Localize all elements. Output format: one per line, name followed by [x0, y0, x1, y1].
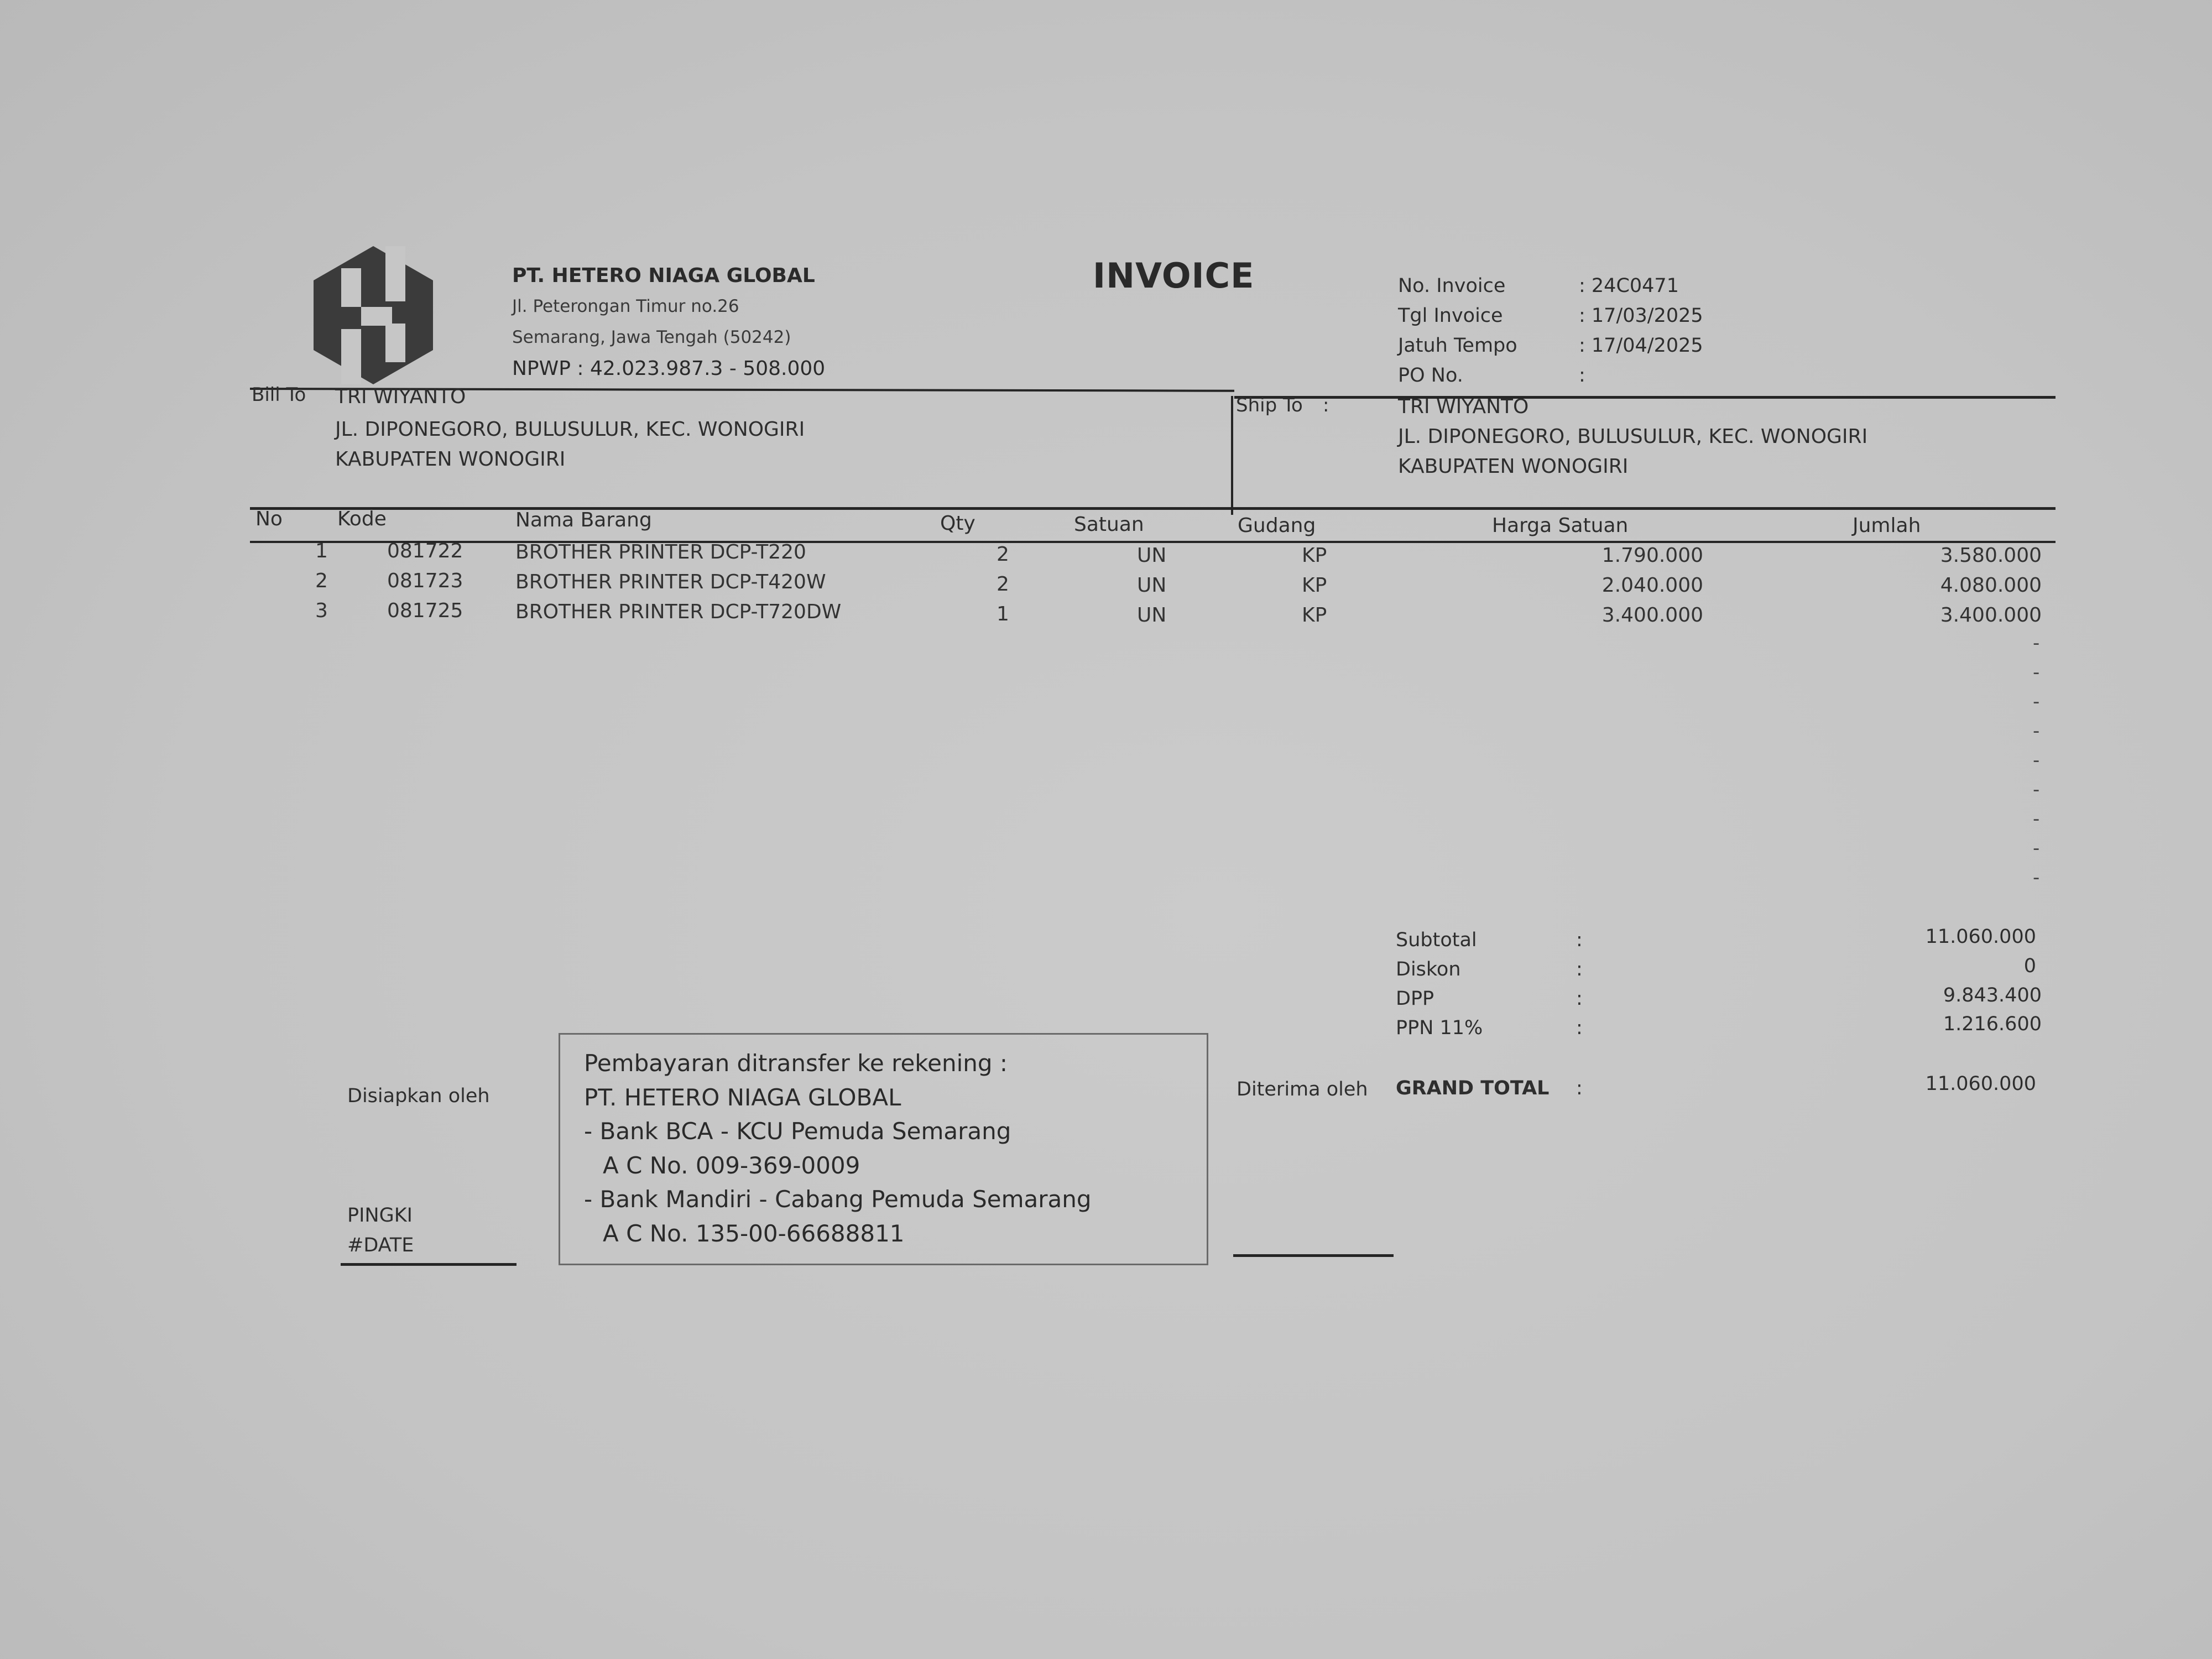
empty-row-mark: -: [2033, 837, 2040, 859]
grand-total-label: GRAND TOTAL: [1396, 1077, 1550, 1099]
table-row-3-nama: BROTHER PRINTER DCP-T720DW: [515, 601, 842, 623]
table-row-3-gudang: KP: [1302, 604, 1327, 627]
table-row-3-satuan: UN: [1137, 604, 1167, 627]
company-logo-icon: [307, 246, 440, 384]
company-address-1: Jl. Peterongan Timur no.26: [512, 296, 739, 316]
subtotal-label: Subtotal: [1396, 929, 1477, 951]
table-row-1-nama: BROTHER PRINTER DCP-T220: [515, 541, 806, 564]
table-row-3-qty: 1: [997, 603, 1009, 625]
payment-line-1: Pembayaran ditransfer ke rekening :: [584, 1050, 1008, 1077]
dpp-value: 9.843.400: [1943, 984, 2042, 1006]
prepared-by-label: Disiapkan oleh: [347, 1085, 490, 1107]
empty-row-mark: -: [2033, 808, 2040, 830]
table-row-1-kode: 081722: [387, 540, 463, 562]
empty-row-mark: -: [2033, 691, 2040, 713]
th-satuan: Satuan: [1074, 513, 1144, 536]
bill-ship-divider: [1231, 396, 1233, 515]
payment-line-3: - Bank BCA - KCU Pemuda Semarang: [584, 1118, 1011, 1145]
ship-to-line1: JL. DIPONEGORO, BULUSULUR, KEC. WONOGIRI: [1398, 425, 1868, 448]
th-harga-satuan: Harga Satuan: [1492, 514, 1629, 537]
document-title: INVOICE: [1093, 255, 1255, 296]
ppn-label: PPN 11%: [1396, 1017, 1483, 1039]
meta-label-po-no: PO No.: [1398, 364, 1463, 387]
dpp-colon: :: [1576, 988, 1583, 1010]
table-row-2-satuan: UN: [1137, 574, 1167, 597]
table-row-1-no: 1: [315, 540, 328, 562]
table-row-3-kode: 081725: [387, 599, 463, 622]
table-row-3-harga: 3.400.000: [1601, 604, 1703, 627]
bill-to-line1: JL. DIPONEGORO, BULUSULUR, KEC. WONOGIRI: [335, 418, 805, 441]
diskon-label: Diskon: [1396, 958, 1461, 980]
received-signature-line: [1233, 1254, 1394, 1257]
subtotal-colon: :: [1576, 929, 1583, 951]
table-row-3-no: 3: [315, 599, 328, 622]
th-nama-barang: Nama Barang: [515, 509, 652, 531]
company-npwp: NPWP : 42.023.987.3 - 508.000: [512, 357, 826, 380]
prepared-date: #DATE: [347, 1234, 414, 1256]
company-address-2: Semarang, Jawa Tengah (50242): [512, 327, 791, 347]
payment-line-2: PT. HETERO NIAGA GLOBAL: [584, 1084, 901, 1111]
table-row-1-jumlah: 3.580.000: [1940, 544, 2042, 567]
diskon-value: 0: [2023, 955, 2036, 977]
meta-value-invoice-date: : 17/03/2025: [1579, 305, 1703, 327]
header-rule-right: [1234, 396, 2056, 399]
table-row-1-harga: 1.790.000: [1601, 544, 1703, 567]
dpp-label: DPP: [1396, 988, 1434, 1010]
meta-value-due-date: : 17/04/2025: [1579, 335, 1703, 357]
th-jumlah: Jumlah: [1853, 514, 1921, 537]
meta-label-due-date: Jatuh Tempo: [1398, 335, 1517, 357]
bill-to-label: Bill To: [252, 384, 306, 406]
table-row-2-qty: 2: [997, 573, 1009, 596]
empty-row-mark: -: [2033, 867, 2040, 889]
table-row-2-nama: BROTHER PRINTER DCP-T420W: [515, 571, 826, 593]
table-row-1-qty: 2: [997, 543, 1009, 566]
prepared-by-name: PINGKI: [347, 1204, 413, 1227]
meta-label-invoice-date: Tgl Invoice: [1398, 305, 1503, 327]
table-row-3-jumlah: 3.400.000: [1940, 604, 2042, 627]
empty-row-mark: -: [2033, 661, 2040, 684]
payment-line-6: A C No. 135-00-66688811: [603, 1220, 905, 1247]
prepared-signature-line: [341, 1263, 517, 1266]
table-row-2-kode: 081723: [387, 570, 463, 592]
payment-line-4: A C No. 009-369-0009: [603, 1152, 860, 1179]
table-row-2-gudang: KP: [1302, 574, 1327, 597]
meta-label-invoice-no: No. Invoice: [1398, 275, 1506, 297]
table-row-1-satuan: UN: [1137, 544, 1167, 567]
th-qty: Qty: [940, 512, 975, 535]
empty-row-mark: -: [2033, 720, 2040, 742]
ship-to-line2: KABUPATEN WONOGIRI: [1398, 455, 1629, 478]
grand-total-colon: :: [1576, 1077, 1583, 1099]
th-gudang: Gudang: [1238, 514, 1316, 537]
grand-total-value: 11.060.000: [1925, 1073, 2036, 1095]
ppn-colon: :: [1576, 1017, 1583, 1039]
empty-row-mark: -: [2033, 779, 2040, 801]
meta-value-invoice-no: : 24C0471: [1579, 275, 1679, 297]
table-row-2-harga: 2.040.000: [1601, 574, 1703, 597]
bill-to-name: TRI WIYANTO: [335, 385, 466, 408]
table-row-2-no: 2: [315, 570, 328, 592]
empty-row-mark: -: [2033, 749, 2040, 771]
empty-row-mark: -: [2033, 632, 2040, 654]
ship-to-label: Ship To: [1236, 394, 1303, 416]
meta-value-po-no: :: [1579, 364, 1585, 387]
table-row-2-jumlah: 4.080.000: [1940, 574, 2042, 597]
ship-to-colon: :: [1323, 394, 1329, 416]
subtotal-value: 11.060.000: [1925, 926, 2036, 948]
ship-to-name: TRI WIYANTO: [1398, 395, 1529, 418]
received-by-label: Diterima oleh: [1237, 1078, 1368, 1100]
diskon-colon: :: [1576, 958, 1583, 980]
ppn-value: 1.216.600: [1943, 1013, 2042, 1035]
company-name: PT. HETERO NIAGA GLOBAL: [512, 264, 815, 287]
bill-to-line2: KABUPATEN WONOGIRI: [335, 448, 566, 471]
payment-line-5: - Bank Mandiri - Cabang Pemuda Semarang: [584, 1186, 1092, 1213]
table-row-1-gudang: KP: [1302, 544, 1327, 567]
th-no: No: [255, 508, 283, 530]
th-kode: Kode: [337, 508, 387, 530]
